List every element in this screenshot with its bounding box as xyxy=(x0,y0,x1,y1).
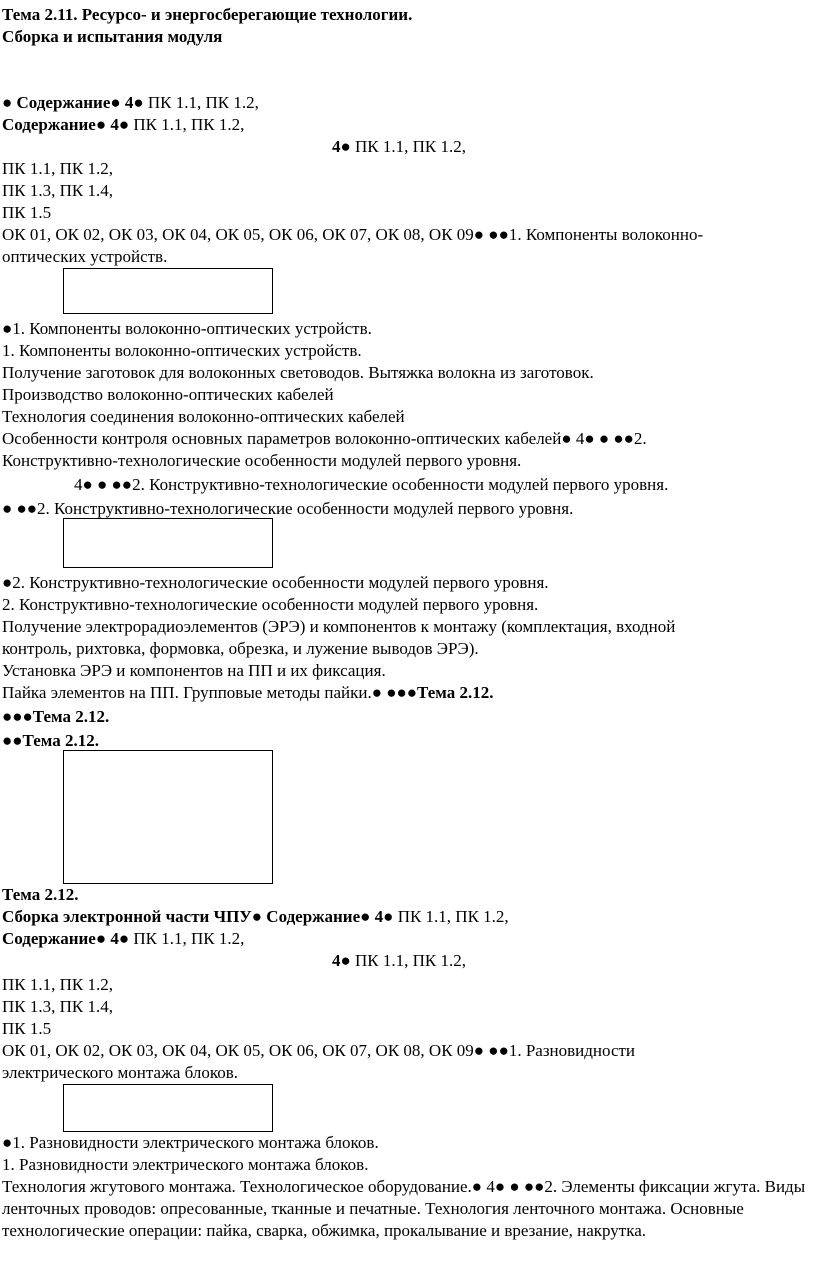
content-line: ● Содержание● 4● ПК 1.1, ПК 1.2, xyxy=(2,93,259,112)
section-line: Пайка элементов на ПП. Групповые методы пайки.● ●●●Тема 2.12. xyxy=(2,683,494,702)
content-line: 4● ПК 1.1, ПК 1.2, xyxy=(332,951,467,970)
section-paragraph: Технология жгутового монтажа. Технологическое оборудование.● 4● ● ●●2. Элементы фиксации жгута. Виды ленточных проводов: опресованные, тканные и печатные. Технология ленточного монтажа. Основные технологические операции: пайка, сварка, обжимка, прокалывание и врезание, накрутка. xyxy=(2,1177,806,1240)
ok-list-line: оптических устройств. xyxy=(2,247,168,266)
section-line: Особенности контроля основных параметров волоконно-оптических кабелей● 4● ● ●●2. xyxy=(2,429,647,448)
ok-list-line: ОК 01, ОК 02, ОК 03, ОК 04, ОК 05, ОК 06, ОК 07, ОК 08, ОК 09● ●●1. Компоненты волоконно- xyxy=(2,225,704,244)
content-line: Содержание● 4● ПК 1.1, ПК 1.2, xyxy=(2,929,245,948)
topic-2-11-subtitle: Сборка и испытания модуля xyxy=(2,27,223,46)
ok-list-line: электрического монтажа блоков. xyxy=(2,1063,239,1082)
section-line: Получение заготовок для волоконных световодов. Вытяжка волокна из заготовок. xyxy=(2,363,594,382)
topic-ref-line: ●●Тема 2.12. xyxy=(2,731,99,750)
empty-table-cell-box xyxy=(63,268,273,314)
competency-line: ПК 1.3, ПК 1.4, xyxy=(2,997,113,1016)
section-line: ● ●●2. Конструктивно-технологические особенности модулей первого уровня. xyxy=(2,499,574,518)
topic-2-12-subtitle: Сборка электронной части ЧПУ● Содержание● 4● ПК 1.1, ПК 1.2, xyxy=(2,907,509,926)
empty-table-cell-box xyxy=(63,750,273,884)
competency-line: ПК 1.3, ПК 1.4, xyxy=(2,181,113,200)
section-line: 4● ● ●●2. Конструктивно-технологические особенности модулей первого уровня. xyxy=(74,475,669,494)
section-line: ●1. Компоненты волоконно-оптических устройств. xyxy=(2,319,372,338)
competency-line: ПК 1.5 xyxy=(2,203,52,222)
section-line: Технология соединения волоконно-оптических кабелей xyxy=(2,407,405,426)
competency-line: ПК 1.5 xyxy=(2,1019,52,1038)
topic-2-11-title: Тема 2.11. Ресурсо- и энергосберегающие технологии. xyxy=(2,5,413,24)
competency-line: ПК 1.1, ПК 1.2, xyxy=(2,159,113,178)
section-line: контроль, рихтовка, формовка, обрезка, и лужение выводов ЭРЭ). xyxy=(2,639,479,658)
section-line: Конструктивно-технологические особенности модулей первого уровня. xyxy=(2,451,522,470)
section-line: ●2. Конструктивно-технологические особенности модулей первого уровня. xyxy=(2,573,549,592)
content-line: Содержание● 4● ПК 1.1, ПК 1.2, xyxy=(2,115,245,134)
empty-table-cell-box xyxy=(63,1084,273,1132)
section-line: 1. Компоненты волоконно-оптических устройств. xyxy=(2,341,362,360)
topic-ref-line: ●●●Тема 2.12. xyxy=(2,707,110,726)
competency-line: ПК 1.1, ПК 1.2, xyxy=(2,975,113,994)
section-line: 2. Конструктивно-технологические особенности модулей первого уровня. xyxy=(2,595,539,614)
section-line: 1. Разновидности электрического монтажа блоков. xyxy=(2,1155,369,1174)
section-line: ●1. Разновидности электрического монтажа блоков. xyxy=(2,1133,379,1152)
content-line: 4● ПК 1.1, ПК 1.2, xyxy=(332,137,467,156)
empty-table-cell-box xyxy=(63,518,273,568)
topic-2-12-title: Тема 2.12. xyxy=(2,885,79,904)
section-line: Производство волоконно-оптических кабелей xyxy=(2,385,334,404)
section-line: Получение электрорадиоэлементов (ЭРЭ) и компонентов к монтажу (комплектация, входной xyxy=(2,617,676,636)
ok-list-line: ОК 01, ОК 02, ОК 03, ОК 04, ОК 05, ОК 06, ОК 07, ОК 08, ОК 09● ●●1. Разновидности xyxy=(2,1041,636,1060)
section-line: Установка ЭРЭ и компонентов на ПП и их фиксация. xyxy=(2,661,386,680)
